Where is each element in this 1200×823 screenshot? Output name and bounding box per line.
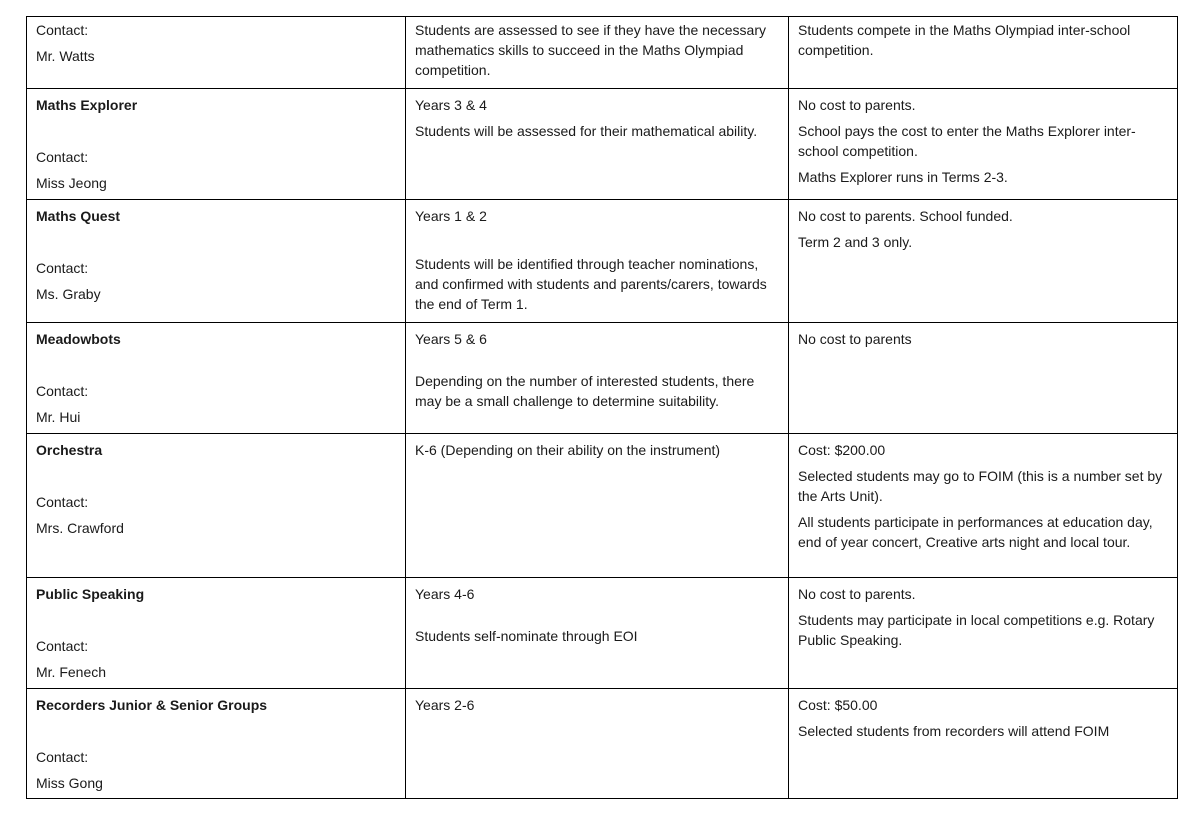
program-cell <box>27 89 406 200</box>
program-cell <box>27 323 406 434</box>
details-text: Selected students from recorders will attend FOIM <box>798 723 1110 739</box>
contact-label: Contact: <box>36 638 89 654</box>
details-text: Cost: $50.00 <box>798 697 878 713</box>
details-cell <box>789 578 1178 689</box>
contact-name: Mr. Hui <box>36 409 81 425</box>
program-name: Orchestra <box>36 442 103 458</box>
program-name: Maths Quest <box>36 208 121 224</box>
details-text: Students may participate in local competitions e.g. Rotary Public Speaking. <box>798 612 1155 648</box>
program-name: Recorders Junior & Senior Groups <box>36 697 268 713</box>
details-cell <box>789 689 1178 799</box>
program-name: Public Speaking <box>36 586 145 602</box>
program-cell <box>27 689 406 799</box>
eligibility-cell <box>406 434 789 578</box>
eligibility-text: Years 5 & 6 <box>415 331 487 347</box>
details-cell <box>789 200 1178 323</box>
contact-label: Contact: <box>36 22 89 38</box>
details-cell <box>789 89 1178 200</box>
details-text: Selected students may go to FOIM (this is a number set by the Arts Unit). <box>798 468 1163 504</box>
program-cell <box>27 200 406 323</box>
details-text: No cost to parents. <box>798 97 916 113</box>
eligibility-text: Years 1 & 2 <box>415 208 487 224</box>
eligibility-text: Depending on the number of interested students, there may be a small challenge to determine suitability. <box>415 373 755 409</box>
eligibility-text: Years 3 & 4 <box>415 97 487 113</box>
eligibility-cell <box>406 323 789 434</box>
eligibility-cell <box>406 200 789 323</box>
eligibility-text: Years 2-6 <box>415 697 475 713</box>
eligibility-cell <box>406 89 789 200</box>
contact-name: Mr. Watts <box>36 48 95 64</box>
eligibility-cell <box>406 578 789 689</box>
contact-label: Contact: <box>36 260 89 276</box>
details-text: Cost: $200.00 <box>798 442 886 458</box>
table-row <box>27 689 1178 799</box>
eligibility-cell <box>406 689 789 799</box>
program-cell <box>27 578 406 689</box>
eligibility-text: Students will be assessed for their mathematical ability. <box>415 123 758 139</box>
table-row <box>27 89 1178 200</box>
details-cell <box>789 323 1178 434</box>
eligibility-text: Students are assessed to see if they have the necessary mathematics skills to succeed in the Maths Olympiad competition. <box>415 22 766 78</box>
table-row <box>27 434 1178 578</box>
details-cell <box>789 17 1178 89</box>
details-text: Term 2 and 3 only. <box>798 234 913 250</box>
program-cell <box>27 17 406 89</box>
contact-label: Contact: <box>36 383 89 399</box>
table-row <box>27 323 1178 434</box>
program-name: Meadowbots <box>36 331 121 347</box>
table-row <box>27 578 1178 689</box>
contact-label: Contact: <box>36 149 89 165</box>
contact-name: Mrs. Crawford <box>36 520 124 536</box>
details-text: No cost to parents <box>798 331 912 347</box>
extracurricular-programs-table <box>26 16 1178 799</box>
eligibility-text: K-6 (Depending on their ability on the instrument) <box>415 442 721 458</box>
eligibility-text: Years 4-6 <box>415 586 475 602</box>
table-row <box>27 200 1178 323</box>
details-text: School pays the cost to enter the Maths Explorer inter-school competition. <box>798 123 1136 159</box>
eligibility-text: Students self-nominate through EOI <box>415 628 638 644</box>
table-row <box>27 17 1178 89</box>
program-name: Maths Explorer <box>36 97 138 113</box>
eligibility-text: Students will be identified through teacher nominations, and confirmed with students and parents/carers, towards the end of Term 1. <box>415 256 767 312</box>
details-text: Maths Explorer runs in Terms 2-3. <box>798 169 1008 185</box>
contact-name: Miss Gong <box>36 775 103 791</box>
contact-name: Miss Jeong <box>36 175 107 191</box>
details-text: All students participate in performances at education day, end of year concert, Creative arts night and local tour. <box>798 514 1153 550</box>
contact-label: Contact: <box>36 494 89 510</box>
details-text: No cost to parents. <box>798 586 916 602</box>
details-text: No cost to parents. School funded. <box>798 208 1013 224</box>
eligibility-cell <box>406 17 789 89</box>
contact-label: Contact: <box>36 749 89 765</box>
contact-name: Mr. Fenech <box>36 664 107 680</box>
details-text: Students compete in the Maths Olympiad inter-school competition. <box>798 22 1131 58</box>
contact-name: Ms. Graby <box>36 286 101 302</box>
program-cell <box>27 434 406 578</box>
details-cell <box>789 434 1178 578</box>
